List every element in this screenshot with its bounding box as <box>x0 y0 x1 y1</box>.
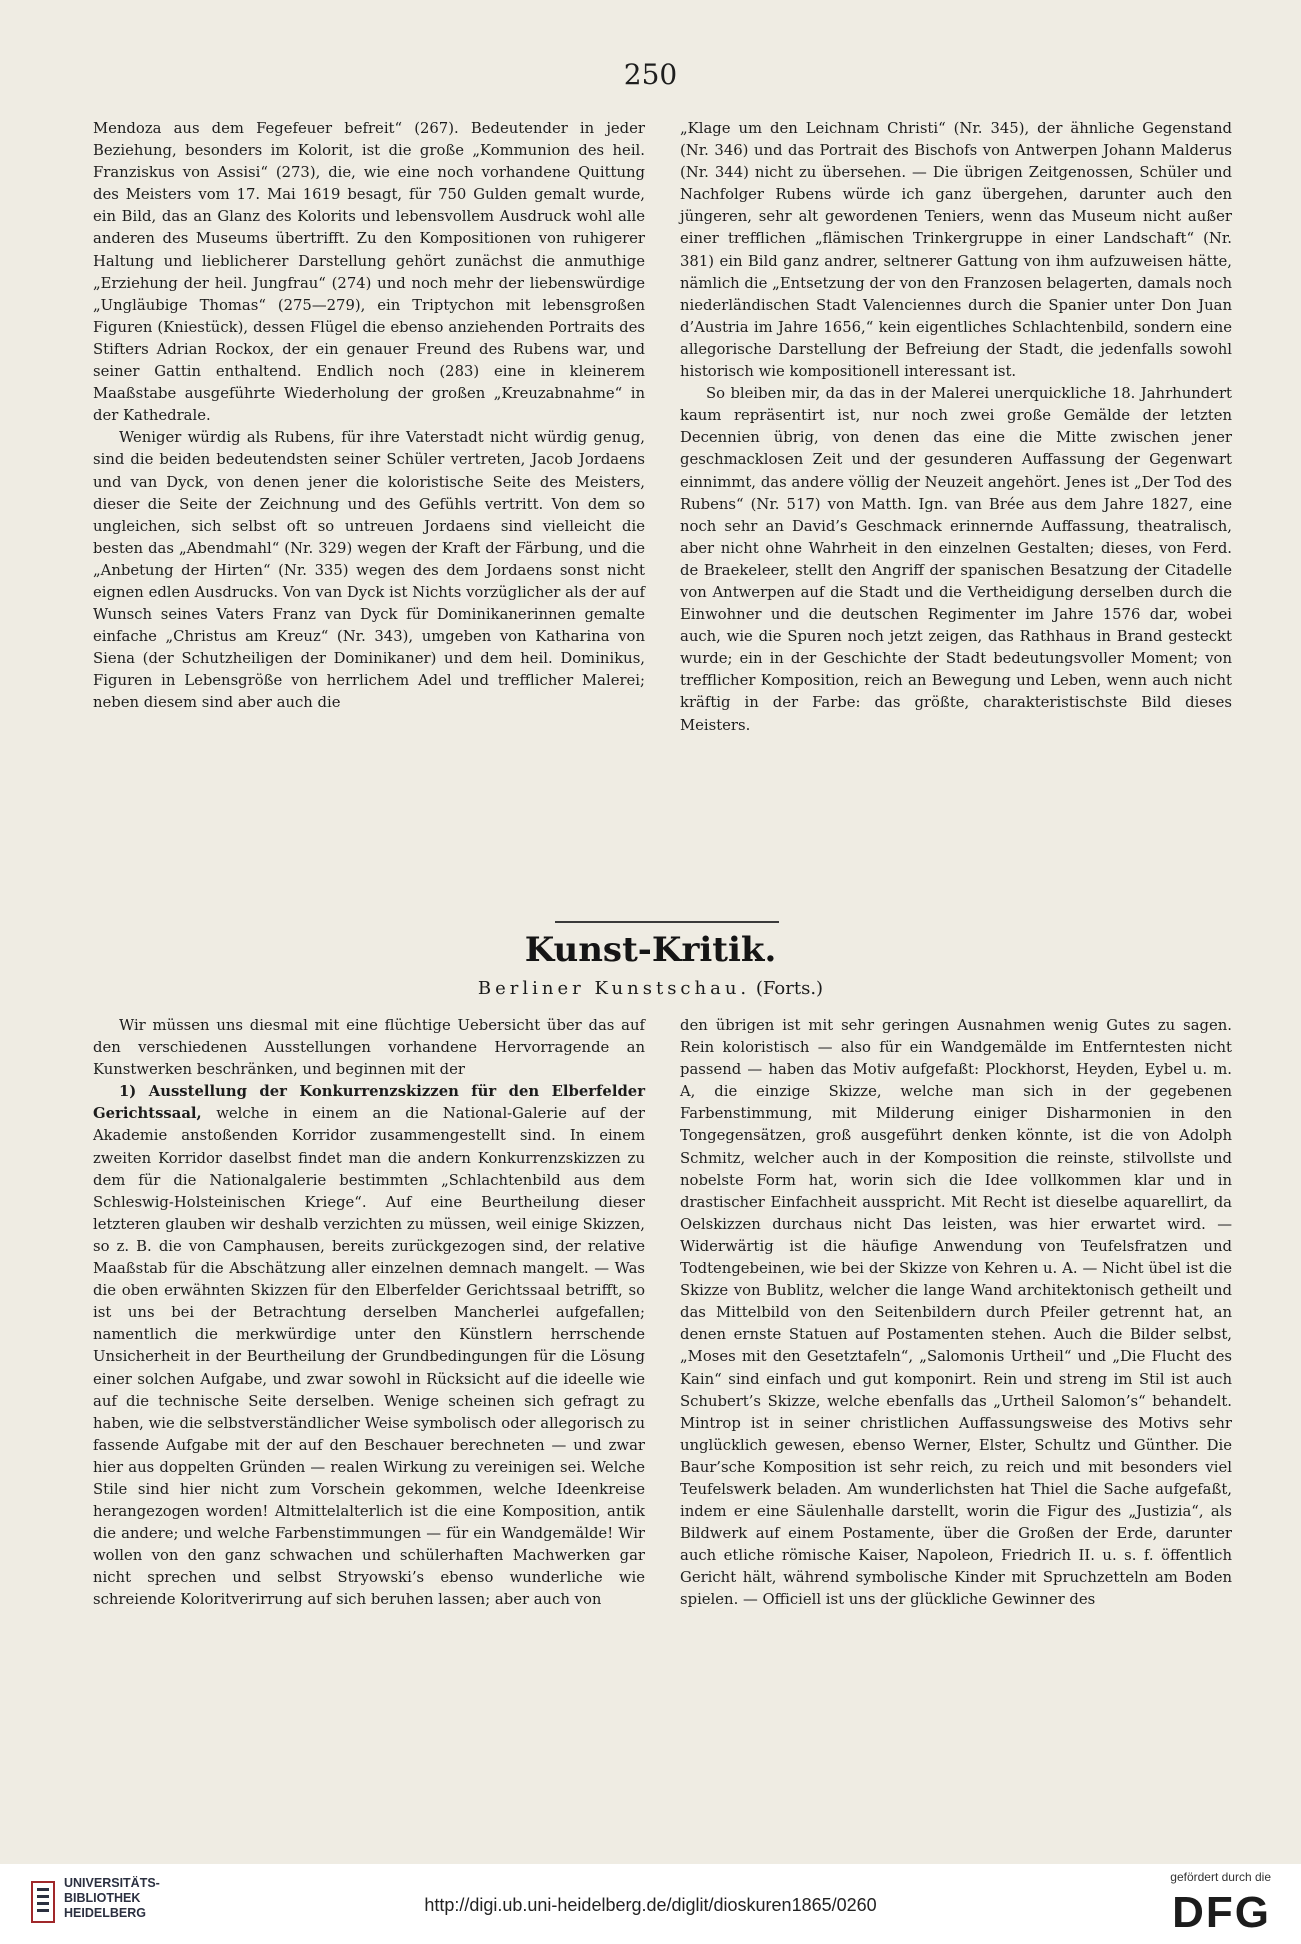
paragraph <box>93 1081 645 1611</box>
column-lower-right <box>680 1015 1232 1830</box>
dfg-logo: DFG <box>1172 1888 1271 1937</box>
library-name-line: HEIDELBERG <box>64 1906 146 1920</box>
section-subheading <box>0 978 1301 999</box>
item-heading: 1) Ausstellung der Konkurrenzskizzen für den Elberfelder Gerichtssaal, <box>93 1083 645 1123</box>
page-number: 250 <box>623 58 678 91</box>
column-lower-left <box>93 1015 645 1830</box>
paragraph: Wir müssen uns diesmal mit eine flüchtige Uebersicht über das auf den verschiedenen Ausstellungen vorhandene Hervorragende an Kunstwerken beschränken, und beginnen mit der <box>93 1017 645 1079</box>
paragraph: Weniger würdig als Rubens, für ihre Vaterstadt nicht würdig genug, sind die beiden bedeutendsten seiner Schüler vertreten, Jacob Jordaens und van Dyck, von denen jener die koloristische Seite des Meisters, dieser die Seite der Zeichnung und des Gefühls vertritt. Von dem so ungleichen, sich selbst oft so untreuen Jordaens sind vielleicht die besten das „Abendmahl“ (Nr. 329) wegen der Kraft der Färbung, und die „Anbetung der Hirten“ (Nr. 335) wegen des dem Jordaens sonst nicht eignen edlen Ausdrucks. Von van Dyck ist Nichts vorzüglicher als der auf Wunsch seines Vaters Franz van Dyck für Dominikanerinnen gemalte einfache „Christus am Kreuz“ (Nr. 343), umgeben von Katharina von Siena (der Schutzheiligen der Dominikaner) und dem heil. Dominikus, Figuren in Lebensgröße von herrlichem Adel und trefflicher Malerei; neben diesem sind aber auch die <box>93 429 645 712</box>
paragraph: „Klage um den Leichnam Christi“ (Nr. 345), der ähnliche Gegenstand (Nr. 346) und das Portrait des Bischofs von Antwerpen Johann Malderus (Nr. 344) nicht zu übersehen. — Die übrigen Zeitgenossen, Schüler und Nachfolger Rubens würde ich ganz übergehen, darunter auch den jüngeren, sehr alt gewordenen Teniers, wenn das Museum nicht außer einer trefflichen „flämischen Trinkergruppe in einer Landschaft“ (Nr. 381) ein Bild ganz andrer, seltnerer Gattung von ihm aufzuweisen hätte, nämlich die „Entsetzung der von den Franzosen belagerten, damals noch niederländischen Stadt Valenciennes durch die Spanier unter Don Juan d’Austria im Jahre 1656,“ kein eigentliches Schlachtenbild, sondern eine allegorische Darstellung der Befreiung der Stadt, die jedenfalls sowohl historisch wie kompositionell interessant ist. <box>680 120 1232 381</box>
sponsor-logo[interactable] <box>1111 1870 1271 1940</box>
paragraph: Mendoza aus dem Fegefeuer befreit“ (267). Bedeutender in jeder Beziehung, besonders im Kolorit, ist die große „Kommunion des heil. Franziskus von Assisi“ (273), die, wie eine noch vorhandene Quittung des Meisters vom 17. Mai 1619 besagt, für 750 Gulden gemalt wurde, ein Bild, das an Glanz des Kolorits und lebensvollem Ausdruck wohl alle anderen des Museums übertrifft. Zu den Kompositionen von ruhigerer Haltung und lieblicherer Darstellung gehört zunächst die anmuthige „Erziehung der heil. Jungfrau“ (274) und noch mehr der liebenswürdige „Ungläubige Thomas“ (275—279), ein Triptychon mit lebensgroßen Figuren (Kniestück), dessen Flügel die ebenso anziehenden Portraits des Stifters Adrian Rockox, der ein genauer Freund des Rubens war, und seiner Gattin enthaltend. Endlich noch (283) eine in kleinerem Maaßstabe ausgeführte Wiederholung der großen „Kreuzabnahme“ in der Kathedrale. <box>93 120 645 425</box>
library-name-line: BIBLIOTHEK <box>64 1891 141 1905</box>
permalink-url[interactable]: http://digi.ub.uni-heidelberg.de/diglit/dioskuren1865/0260 <box>424 1895 877 1915</box>
paragraph: den übrigen ist mit sehr geringen Ausnahmen wenig Gutes zu sagen. Rein koloristisch — also für ein Wandgemälde im Entferntesten nicht passend — haben das Motiv aufgefaßt: Plockhorst, Heyden, Eybel u. m. A, die einzige Skizze, welche man sich in der gegebenen Farbenstimmung, mit Milderung einiger Disharmonien in den Tongegensätzen, groß ausgeführt denken könnte, ist die von Adolph Schmitz, welcher auch in der Komposition die reinste, stilvollste und nobelste Form hat, worin sich die Idee vollkommen klar und in drastischer Einfachheit ausspricht. Mit Recht ist dieselbe aquarellirt, da Oelskizzen durchaus nicht Das leisten, was hier erwartet wird. — Widerwärtig ist die häufige Anwendung von Teufelsfratzen und Todtengebeinen, wie bei der Skizze von Kehren u. A. — Nicht übel ist die Skizze von Bublitz, welcher die lange Wand architektonisch getheilt und das Mittelbild von den Seitenbildern durch Pfeiler getrennt hat, an denen ernste Statuen auf Postamenten stehen. Auch die Bilder selbst, „Moses mit den Gesetztafeln“, „Salomonis Urtheil“ und „Die Flucht des Kain“ sind einfach und gut komponirt. Rein und streng im Stil ist auch Schubert’s Skizze, welche ebenfalls das „Urtheil Salomon’s“ behandelt. Mintrop ist in seiner christlichen Auffassungsweise des Motivs sehr unglücklich gewesen, ebenso Werner, Elster, Schultz und Günther. Die Baur’sche Komposition ist sehr reich, zu reich und mit besonders viel Teufelswerk beladen. Am wunderlichsten hat Thiel die Sache aufgefaßt, indem er eine Säulenhalle darstellt, worin die Figur des „Justizia“, als Bildwerk auf einem Postamente, über die Großen der Erde, darunter auch etliche römische Kaiser, Napoleon, Friedrich II. u. s. f. öffentlich Gericht hält, während symbolische Kinder mit Spruchzetteln am Boden spielen. — Officiell ist uns der glückliche Gewinner des <box>680 1017 1232 1609</box>
column-upper-left <box>93 118 645 914</box>
paragraph: So bleiben mir, da das in der Malerei unerquickliche 18. Jahrhundert kaum repräsentirt ist, nur noch zwei große Gemälde der letzten Decennien übrig, von denen das eine die Mitte zwischen jener geschmacklosen Zeit und der gesunderen Auffassung der Gegenwart einnimmt, das andere völlig der Neuzeit angehört. Jenes ist „Der Tod des Rubens“ (Nr. 517) von Matth. Ign. van Brée aus dem Jahre 1827, eine noch sehr an David’s Geschmack erinnernde Auffassung, theatralisch, aber nicht ohne Wahrheit in den einzelnen Gestalten; dieses, von Ferd. de Braekeleer, stellt den Angriff der spanischen Besatzung der Citadelle von Antwerpen auf die Stadt und die Vertheidigung derselben durch die Einwohner und die deutschen Regimenter im Jahre 1576 dar, wobei auch, wie die Spuren noch jetzt zeigen, das Rathhaus in Brand gesteckt wurde; ein in der Geschichte der Stadt bedeutungsvoller Moment; von trefflicher Komposition, reich an Bewegung und Leben, wenn auch nicht kräftig in der Farbe: das größte, charakteristischste Bild dieses Meisters. <box>680 385 1232 734</box>
column-upper-right <box>680 118 1232 914</box>
sponsor-caption: gefördert durch die <box>1170 1870 1271 1884</box>
subheading-note: (Forts.) <box>755 978 824 999</box>
section-heading: Kunst-Kritik. <box>524 930 777 970</box>
item-text: welche in einem an die National-Galerie auf der Akademie anstoßenden Korridor zusammengestellt sind. In einem zweiten Korridor daselbst findet man die andern Konkurrenzskizzen zu dem für die Nationalgalerie bestimmten „Schlachtenbild aus dem Schleswig-Holsteinischen Kriege“. Auf eine Beurtheilung dieser letzteren glauben wir deshalb verzichten zu müssen, weil einige Skizzen, so z. B. die von Camphausen, bereits zurückgezogen sind, der relative Maaßstab für die Abschätzung aller einzelnen demnach mangelt. — Was die oben erwähnten Skizzen für den Elberfelder Gerichtssaal betrifft, so ist uns bei der Betrachtung derselben Mancherlei aufgefallen; namentlich die merkwürdige unter den Künstlern herrschende Unsicherheit in der Beurtheilung der Grundbedingungen für die Lösung einer solchen Aufgabe, und zwar sowohl in Rücksicht auf die ideelle wie auf die technische Seite derselben. Wenige scheinen sich gefragt zu haben, wie die selbstverständlicher Weise symbolisch oder allegorisch zu fassende Aufgabe mit der auf den Beschauer berechneten — und zwar hier aus doppelten Gründen — realen Wirkung zu vereinigen sei. Welche Stile sind hier nicht zum Vorschein gekommen, welche Ideenkreise herangezogen worden! Altmittelalterlich ist die eine Komposition, antik die andere; und welche Farbenstimmungen — für ein Wandgemälde! Wir wollen von den ganz schwachen und schülerhaften Machwerken gar nicht sprechen und selbst Stryowski’s ebenso wunderliche wie schreiende Koloritverirrung auf sich beruhen lassen; aber auch von <box>93 1105 645 1609</box>
subheading-title: Berliner Kunstschau. <box>477 978 751 999</box>
section-divider <box>555 921 779 923</box>
library-name-line: UNIVERSITÄTS- <box>64 1876 160 1890</box>
